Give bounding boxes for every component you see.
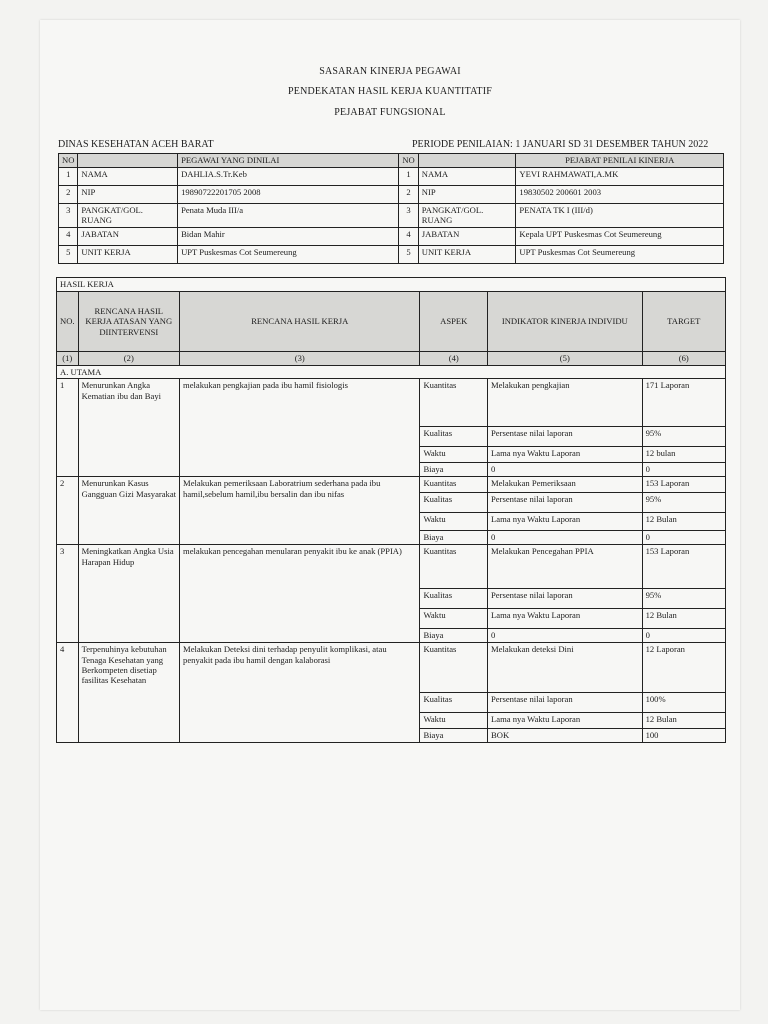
field-value-2: PENATA TK I (III/d) <box>516 204 724 228</box>
target-cell: 153 Laporan <box>642 477 725 493</box>
section-utama: A. UTAMA <box>57 366 726 379</box>
indicator-cell: Melakukan Pemeriksaan <box>488 477 643 493</box>
header-no-2: NO <box>399 154 418 168</box>
aspect-cell: Kuantitas <box>420 545 488 589</box>
indicator-cell: Melakukan pengkajian <box>488 379 643 427</box>
row-number-2: 5 <box>399 245 418 263</box>
field-value: DAHLIA.S.Tr.Keb <box>178 168 399 186</box>
item-atasan: Menurunkan Kasus Gangguan Gizi Masyarakat <box>78 477 179 545</box>
item-number: 1 <box>57 379 79 477</box>
column-number-6: (6) <box>642 352 725 366</box>
employee-info-table <box>58 153 724 264</box>
row-number: 2 <box>59 186 78 204</box>
employee-info-row <box>59 168 724 186</box>
column-atasan: RENCANA HASIL KERJA ATASAN YANG DIINTERVENSI <box>78 292 179 352</box>
row-number-2: 3 <box>399 204 418 228</box>
item-rencana: Melakukan Deteksi dini terhadap penyulit komplikasi, atau penyakit pada ibu hamil dengan kalaborasi <box>180 643 420 743</box>
indicator-cell: Melakukan deteksi Dini <box>488 643 643 693</box>
indicator-cell: Melakukan Pencegahan PPIA <box>488 545 643 589</box>
target-cell: 0 <box>642 531 725 545</box>
indicator-cell: Lama nya Waktu Laporan <box>488 609 643 629</box>
row-number: 5 <box>59 245 78 263</box>
row-number-2: 1 <box>399 168 418 186</box>
field-label: NAMA <box>78 168 178 186</box>
field-value: UPT Puskesmas Cot Seumereung <box>178 245 399 263</box>
aspect-cell: Biaya <box>420 463 488 477</box>
target-cell: 12 bulan <box>642 447 725 463</box>
target-cell: 95% <box>642 427 725 447</box>
field-value-2: YEVI RAHMAWATI,A.MK <box>516 168 724 186</box>
target-cell: 100 <box>642 729 725 743</box>
doc-subtitle: PENDEKATAN HASIL KERJA KUANTITATIF <box>288 86 492 97</box>
hasil-kerja-label: HASIL KERJA <box>57 278 726 292</box>
column-aspek: ASPEK <box>420 292 488 352</box>
organization-name: DINAS KESEHATAN ACEH BARAT <box>58 139 214 150</box>
field-value-2: Kepala UPT Puskesmas Cot Seumereung <box>516 227 724 245</box>
target-cell: 171 Laporan <box>642 379 725 427</box>
employee-info-row <box>59 245 724 263</box>
row-number-2: 4 <box>399 227 418 245</box>
field-label-2: NAMA <box>418 168 516 186</box>
employee-info-row <box>59 186 724 204</box>
target-cell: 0 <box>642 463 725 477</box>
field-value-2: UPT Puskesmas Cot Seumereung <box>516 245 724 263</box>
indicator-cell: Lama nya Waktu Laporan <box>488 513 643 531</box>
column-rencana: RENCANA HASIL KERJA <box>180 292 420 352</box>
indicator-cell: Lama nya Waktu Laporan <box>488 447 643 463</box>
indicator-cell: Persentase nilai laporan <box>488 427 643 447</box>
column-indikator: INDIKATOR KINERJA INDIVIDU <box>488 292 643 352</box>
item-number: 4 <box>57 643 79 743</box>
column-target: TARGET <box>642 292 725 352</box>
column-number-1: (1) <box>57 352 79 366</box>
field-label-2: NIP <box>418 186 516 204</box>
column-number-3: (3) <box>180 352 420 366</box>
aspect-cell: Waktu <box>420 609 488 629</box>
column-number-4: (4) <box>420 352 488 366</box>
field-value: Bidan Mahir <box>178 227 399 245</box>
aspect-cell: Kualitas <box>420 693 488 713</box>
field-label-2: UNIT KERJA <box>418 245 516 263</box>
aspect-cell: Waktu <box>420 447 488 463</box>
doc-title: SASARAN KINERJA PEGAWAI <box>319 66 461 77</box>
field-label-2: JABATAN <box>418 227 516 245</box>
indicator-cell: Lama nya Waktu Laporan <box>488 713 643 729</box>
target-cell: 12 Bulan <box>642 713 725 729</box>
target-cell: 95% <box>642 493 725 513</box>
indicator-cell: Persentase nilai laporan <box>488 493 643 513</box>
column-number-5: (5) <box>488 352 643 366</box>
target-cell: 0 <box>642 629 725 643</box>
item-atasan: Meningkatkan Angka Usia Harapan Hidup <box>78 545 179 643</box>
item-rencana: Melakukan pemeriksaan Laboratrium sederhana pada ibu hamil,sebelum hamil,ibu bersalin dan ibu nifas <box>180 477 420 545</box>
row-number: 1 <box>59 168 78 186</box>
indicator-cell: Persentase nilai laporan <box>488 693 643 713</box>
target-cell: 12 Laporan <box>642 643 725 693</box>
aspect-cell: Kualitas <box>420 493 488 513</box>
field-label-2: PANGKAT/GOL. RUANG <box>418 204 516 228</box>
work-results-table <box>56 277 726 743</box>
item-rencana: melakukan pengkajian pada ibu hamil fisiologis <box>180 379 420 477</box>
target-cell: 100% <box>642 693 725 713</box>
header-pegawai: PEGAWAI YANG DINILAI <box>178 154 399 168</box>
item-number: 2 <box>57 477 79 545</box>
column-number-2: (2) <box>78 352 179 366</box>
row-number: 3 <box>59 204 78 228</box>
result-row <box>57 477 726 493</box>
aspect-cell: Waktu <box>420 513 488 531</box>
field-value-2: 19830502 200601 2003 <box>516 186 724 204</box>
aspect-cell: Kualitas <box>420 589 488 609</box>
aspect-cell: Biaya <box>420 729 488 743</box>
indicator-cell: 0 <box>488 463 643 477</box>
aspect-cell: Waktu <box>420 713 488 729</box>
header-no: NO <box>59 154 78 168</box>
doc-subtitle-2: PEJABAT FUNGSIONAL <box>334 107 446 118</box>
row-number: 4 <box>59 227 78 245</box>
assessment-period: PERIODE PENILAIAN: 1 JANUARI SD 31 DESEMBER TAHUN 2022 <box>412 139 709 150</box>
field-value: 19890722201705 2008 <box>178 186 399 204</box>
target-cell: 12 Bulan <box>642 609 725 629</box>
employee-info-row <box>59 204 724 228</box>
item-number: 3 <box>57 545 79 643</box>
indicator-cell: BOK <box>488 729 643 743</box>
aspect-cell: Kuantitas <box>420 477 488 493</box>
row-number-2: 2 <box>399 186 418 204</box>
indicator-cell: Persentase nilai laporan <box>488 589 643 609</box>
header-pejabat: PEJABAT PENILAI KINERJA <box>516 154 724 168</box>
employee-info-row <box>59 227 724 245</box>
field-label: UNIT KERJA <box>78 245 178 263</box>
indicator-cell: 0 <box>488 531 643 545</box>
target-cell: 12 Bulan <box>642 513 725 531</box>
field-label: PANGKAT/GOL. RUANG <box>78 204 178 228</box>
item-atasan: Menurunkan Angka Kematian ibu dan Bayi <box>78 379 179 477</box>
aspect-cell: Kualitas <box>420 427 488 447</box>
aspect-cell: Kuantitas <box>420 643 488 693</box>
result-row <box>57 545 726 589</box>
field-label: JABATAN <box>78 227 178 245</box>
item-rencana: melakukan pencegahan menularan penyakit ibu ke anak (PPIA) <box>180 545 420 643</box>
column-no: NO. <box>57 292 79 352</box>
result-row <box>57 643 726 693</box>
field-label: NIP <box>78 186 178 204</box>
target-cell: 95% <box>642 589 725 609</box>
item-atasan: Terpenuhinya kebutuhan Tenaga Kesehatan yang Berkompeten disetiap fasilitas Kesehatan <box>78 643 179 743</box>
aspect-cell: Biaya <box>420 629 488 643</box>
indicator-cell: 0 <box>488 629 643 643</box>
field-value: Penata Muda III/a <box>178 204 399 228</box>
result-row <box>57 379 726 427</box>
aspect-cell: Biaya <box>420 531 488 545</box>
aspect-cell: Kuantitas <box>420 379 488 427</box>
target-cell: 153 Laporan <box>642 545 725 589</box>
